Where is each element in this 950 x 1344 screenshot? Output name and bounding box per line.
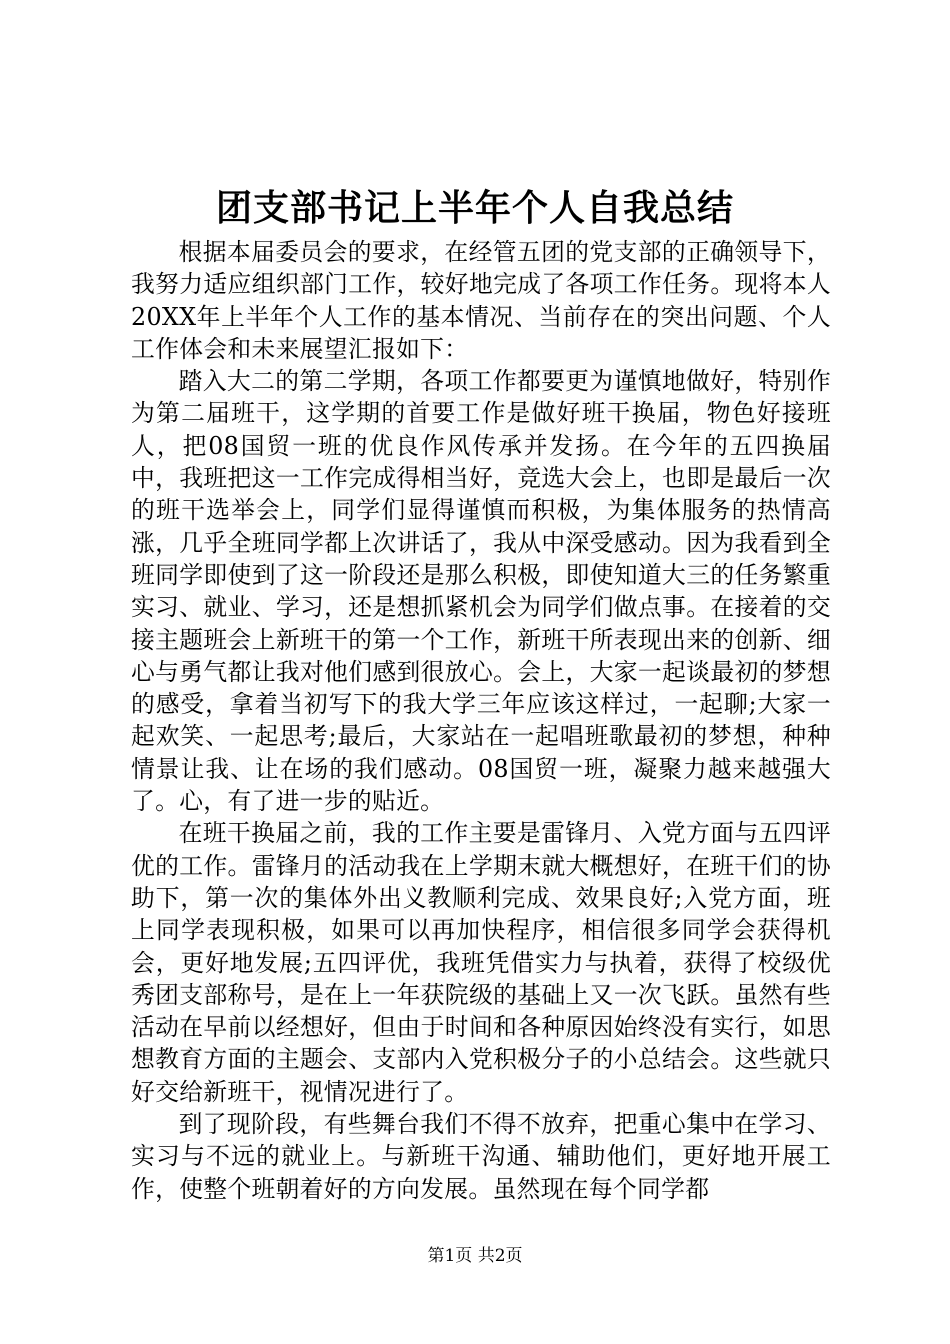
- paragraph-prior-work: 在班干换届之前，我的工作主要是雷锋月、入党方面与五四评优的工作。雷锋月的活动我在上学期末就大概想好，在班干们的协助下，第一次的集体外出义教顺利完成、效果良好;入党方面，班上同学表现积极，如果可以再加快程序，相信很多同学会获得机会，更好地发展;五四评优，我班凭借实力与执着，获得了校级优秀团支部称号，是在上一年获院级的基础上又一次飞跃。虽然有些活动在早前以经想好，但由于时间和各种原因始终没有实行，如思想教育方面的主题会、支部内入党积极分子的小总结会。这些就只好交给新班干，视情况进行了。: [131, 819, 831, 1106]
- paragraph-intro: 根据本届委员会的要求，在经管五团的党支部的正确领导下，我努力适应组织部门工作，较好地完成了各项工作任务。现将本人20XX年上半年个人工作的基本情况、当前存在的突出问题、个人工作体会和未来展望汇报如下：: [131, 238, 831, 363]
- paragraph-current-stage: 到了现阶段，有些舞台我们不得不放弃，把重心集中在学习、实习与不远的就业上。与新班干沟通、辅助他们，更好地开展工作，使整个班朝着好的方向发展。虽然现在每个同学都: [131, 1110, 831, 1203]
- page-number-footer: 第1页 共2页: [427, 1246, 523, 1266]
- document-title: 团支部书记上半年个人自我总结: [215, 187, 734, 229]
- paragraph-class-election: 踏入大二的第二学期，各项工作都要更为谨慎地做好，特别作为第二届班干，这学期的首要工作是做好班干换届，物色好接班人，把08国贸一班的优良作风传承并发扬。在今年的五四换届中，我班把这一工作完成得相当好，竞选大会上，也即是最后一次的班干选举会上，同学们显得谨慎而积极，为集体服务的热情高涨，几乎全班同学都上次讲话了，我从中深受感动。因为我看到全班同学即使到了这一阶段还是那么积极，即使知道大三的任务繁重实习、就业、学习，还是想抓紧机会为同学们做点事。在接着的交接主题班会上新班干的第一个工作，新班干所表现出来的创新、细心与勇气都让我对他们感到很放心。会上，大家一起谈最初的梦想的感受，拿着当初写下的我大学三年应该这样过，一起聊;大家一起欢笑、一起思考;最后，大家站在一起唱班歌最初的梦想，种种情景让我、让在场的我们感动。08国贸一班，凝聚力越来越强大了。心，有了进一步的贴近。: [131, 367, 831, 816]
- document-body: [131, 236, 831, 1205]
